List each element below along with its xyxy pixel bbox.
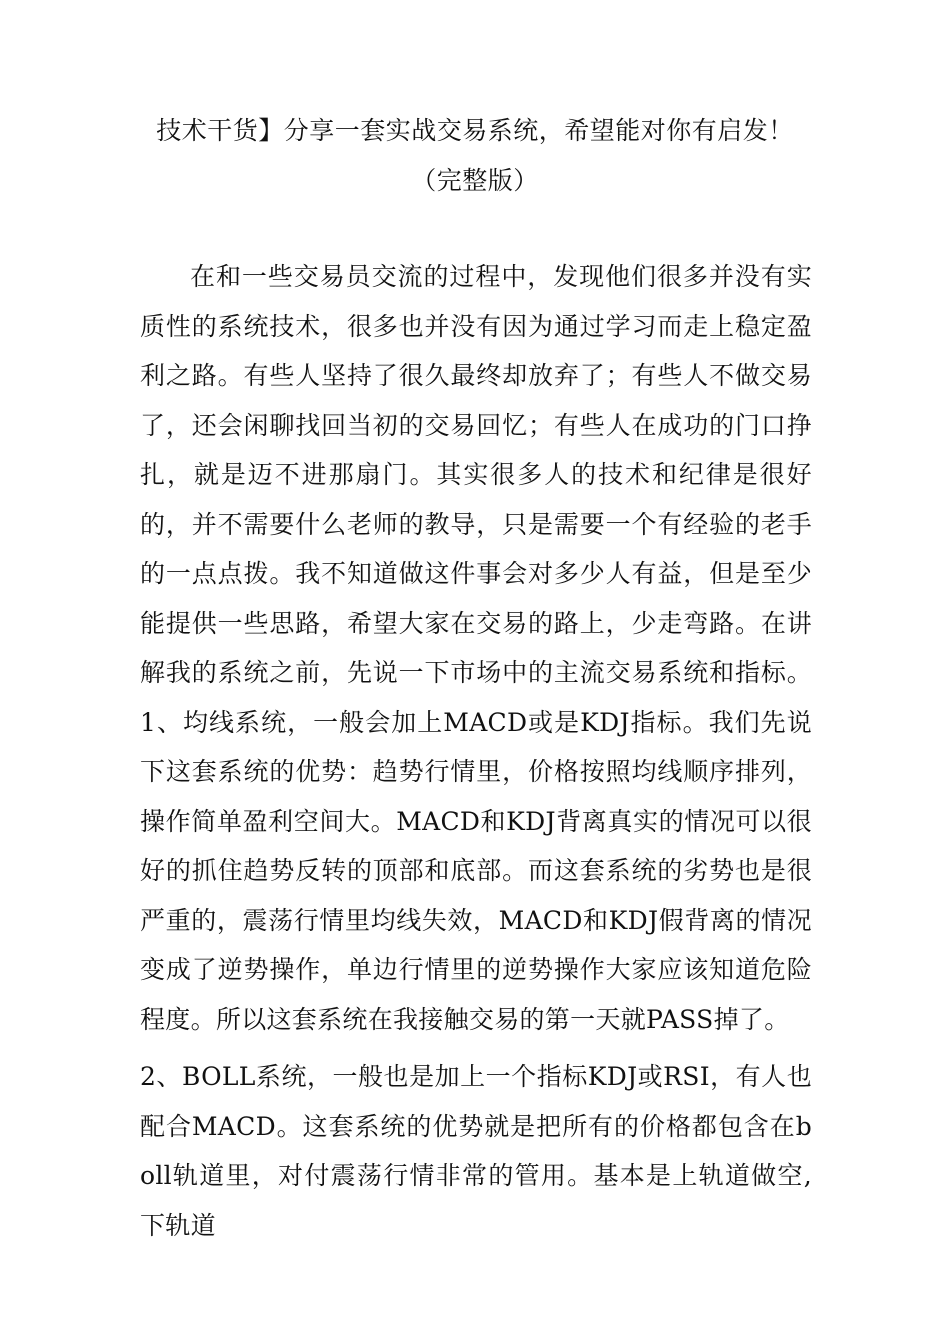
body-paragraph-2: 2、BOLL系统，一般也是加上一个指标KDJ或RSI，有人也配合MACD。这套系统的优势就是把所有的价格都包含在boll轨道里，对付震荡行情非常的管用。基本是上轨道做空,下轨道 <box>140 1062 812 1240</box>
body-paragraph-1: 在和一些交易员交流的过程中，发现他们很多并没有实质性的系统技术，很多也并没有因为通过学习而走上稳定盈利之路。有些人坚持了很久最终却放弃了；有些人不做交易了，还会闲聊找回当初的交易回忆；有些人在成功的门口挣扎，就是迈不进那扇门。其实很多人的技术和纪律是很好的，并不需要什么老师的教导，只是需要一个有经验的老手的一点点拨。我不知道做这件事会对多少人有益，但是至少能提供一些思路，希望大家在交易的路上，少走弯路。在讲解我的系统之前，先说一下市场中的主流交易系统和指标。1、均线系统，一般会加上MACD或是KDJ指标。我们先说下这套系统的优势：趋势行情里，价格按照均线顺序排列，操作简单盈利空间大。MACD和KDJ背离真实的情况可以很好的抓住趋势反转的顶部和底部。而这套系统的劣势也是很严重的，震荡行情里均线失效，MACD和KDJ假背离的情况变成了逆势操作，单边行情里的逆势操作大家应该知道危险程度。所以这套系统在我接触交易的第一天就PASS掉了。 <box>140 262 812 1034</box>
document-title-line-1: 技术干货】分享一套实战交易系统，希望能对你有启发！ <box>156 116 794 145</box>
document-title-line-2: （完整版） <box>411 166 539 195</box>
